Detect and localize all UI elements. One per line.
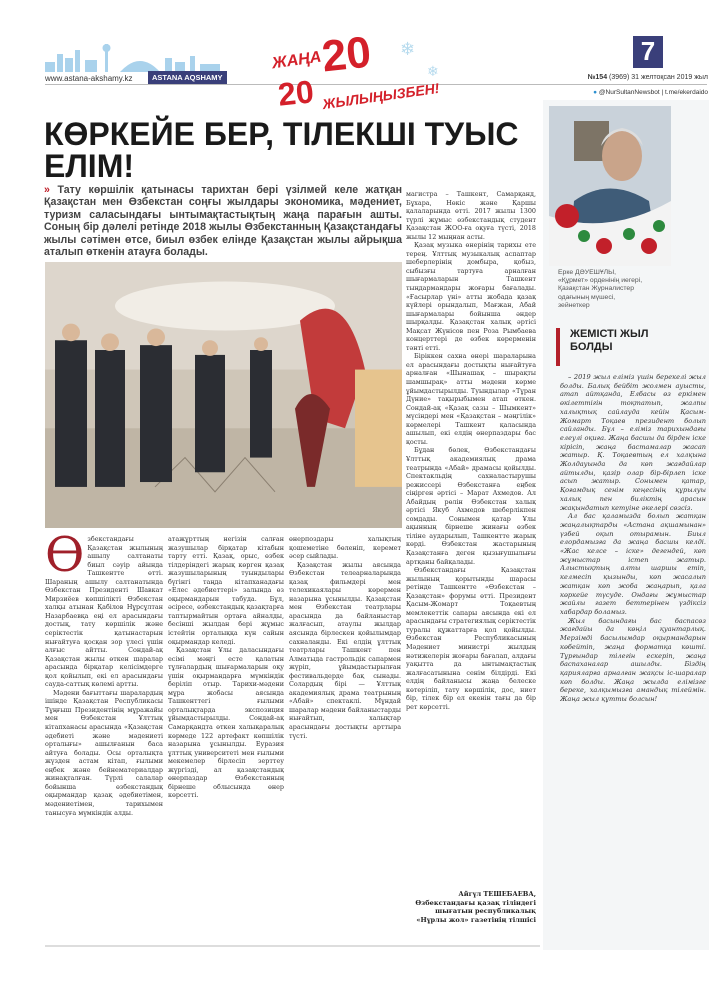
page-header <box>0 0 712 112</box>
paragraph: Қазақстан жылы аясында Өзбекстан телеарналарында қазақ фильмдері мен телехикаялары көрермен назарына ұсынылды. Қазақстан мен Өзбекстан театрлары арасында да байланыстар жалғасып, атаулы жылдар аясында бірлескен қойылымдар сахналанды. Екі елдің ұлттық театрлары Ташкент пен Алматыда гастрольдік сапармен жүріп, ұйымдастырылған фестивальдерде бақ сынады. Солардың бірі — Ұлттық академиялық драма театрының «Абай» спектаклі. Мұндай шаралар мәдени байланыстарды нығайтып, халықтар арасындағы достықты арттыра түсті. <box>289 560 401 740</box>
sidebar-heading <box>570 328 648 354</box>
author-role: Өзбекстандағы қазақ тіліндегі <box>415 898 536 907</box>
social-links[interactable] <box>530 89 708 96</box>
sidebar-heading-line: ЖЕМІСТІ ЖЫЛ <box>570 328 649 340</box>
paragraph: Қазақстан Ұлы даласындағы есімі мәңгі есте қалатын тұлғалардың шығармаларын оқу үшін оқырмандарға мүмкіндік беріліп отыр. Тарихи-мәдени мұра жобасы аясында Ташкенттегі ғылыми орталықтарда экспозиция ұйымдастырылды. Сондай-ақ Самарқандта өткен халықаралық көрмеде 122 артефакт көпшілік назарына ұсынылды. Еуразия ұлттық университеті мен ғылыми мекемелер бірлесіп зерттеу жүргізді, ал қазақстандық өнерпаздар Өзбекстанның бірнеше облысында өнер көрсетті. <box>168 646 284 800</box>
paragraph: атажұрттың негізін салған жазушылар бірқатар кітабын тарту етті. Қазақ, орыс, өзбек тілдеріндегі жарық көрген қазақ жазушыларының туындылары бүгінгі таңда кітапханадағы «Елес әдебиеттері» залында өз оқырмандарын табуда. Бұл, әсіресе, өзбекстандық қазақтарға таптырмайтын ортаға айналды, бесінші жылдан бері жұмыс істейтін орталыққа күн сайын оқырмандар келеді. <box>168 535 284 646</box>
caption-name: Ерке ДӘУЕШҰЛЫ, <box>558 269 616 276</box>
paragraph: збекстандағы Қазақстан жылының ашылу салтанаты биыл сәуір айында Ташкентте өтті. Шараның ашылу салтанатында Өзбекстан Президенті Шавкат Мирзиёев көпшілікті Өзбекстан халқы атынан Қабілов Нұрсұлтан Назарбаевқа еңі ел арасындағы достық, тату көршілік және серіктестік қатынастарын нығайтуға қосқан зор үлесі үшін алғыс айтты. Сондай-ақ Қазақстан жылы өткен шаралар арасында бірқатар келісімдерге қол қойылып, екі ел арасындағы сауда-саттық көлемі артты. <box>45 535 163 689</box>
author-role: шығатын республикалық <box>435 907 536 915</box>
paragraph: Біріккен сахна өнері шараларына ел арасындағы достықты нығайтуға арналған «Шынашақ – шырақты шамшырақ» атты мәдени көрме ұйымдастырылды. Туындылар «Тұран Дүние» тақырыбымен атап өткен. Сондай-ақ «Қазақ сазы – Шымкент» мүсіндері мен «Қазақстан – мәңгілік» көрмелері Ташкент қаласында ашылып, екі елдің өнерпаздары бас қосты. <box>406 352 536 446</box>
drop-cap: Ө <box>45 535 85 583</box>
snowflake-icon: ❄ <box>400 39 416 60</box>
sidebar-text <box>560 373 706 933</box>
author-name: Айгүл ТЕШЕБАЕВА, <box>458 890 536 898</box>
social-handle[interactable]: @NurSultanNewsbot | t.me/ekerdaido <box>598 89 708 96</box>
article-photo <box>45 262 402 528</box>
lede-text: Тату көршілік қатынасы тарихтан бері үзілмей келе жатқан Қазақстан мен Өзбекстан соңғы жылдары экономика, мәдениет, туризм саласындағы ынтымақтастықтың жаңа парағын ашты. Соның бір дәлелі ретінде 2018 жылы Өзбекстанның Қазақстандағы жылы сәтімен өтсе, биыл өзбек елінде Қазақстан жылы айрықша аталып өткенін атауға болады. <box>44 184 402 259</box>
paragraph: Өзбекстандағы Қазақстан жылының қорытынды шарасы ретінде Ташкентте «Өзбекстан – Қазақстан» форумы өтті. Президент Қасым-Жомарт Тоқаевтың мемлекеттік сапары аясында екі ел арасындағы стратегиялық серіктестік туралы құжаттарға қол қойылды. Өзбекстан Республикасының Мәдениет министрі жылдың нәтижелерін жоғары бағалап, алдағы уақытта да ынтымақтастық жалғасатынына сенім білдірді. Екі елдің байланысы жаңа белеске көтеріліп, тату көршілік, дос, ниет бір, тілек бір ел екенін тағы да бір рет көрсетті. <box>406 566 536 711</box>
author-signature <box>406 890 536 924</box>
bottom-divider <box>45 945 540 947</box>
paragraph: Қазақ музыка өнерінің тарихы ете терең. Ұлттық музыкалық аспаптар шеберлерінің домбыра, қобыз, сыбызғы тартуға арналған шығармаларын Ташкент тыңдармандары жоғары бағалады. «Ғасырлар үні» атты жобада қазақ күйлері орындалып, Мағжан, Абай шығармалары бойынша әндер шырқалды. Қазақстан халық әртісі Мақсат Жүнісов пен Роза Рымбаева концерттері де өзбек көрерменін тәнті етті. <box>406 241 536 352</box>
paragraph: өнерпоздары халықтың қошеметіне бөленіп, керемет әсер сыйлады. <box>289 535 401 561</box>
promo-text-2: ЖЫЛЫҢЫЗБЕН! <box>321 79 441 113</box>
city-skyline-graphic <box>45 42 225 72</box>
caption-line: «Құрмет» орденінің иегері, <box>558 277 643 285</box>
heading-accent-bar <box>556 328 560 366</box>
caption-line: Қазақстан Журналистер <box>558 285 634 293</box>
lede-marker-icon: » <box>44 184 50 196</box>
site-url-link[interactable]: www.astana-akshamy.kz <box>45 74 133 83</box>
portrait-caption <box>558 269 703 310</box>
promo-text: ЖАҢА <box>270 48 323 73</box>
paragraph: Мәдени бағыттағы шаралардың ішінде Қазақстан Республикасы Тұңғыш Президентінің мұражайы мен Өзбекстан Ұлттық кітапханасы арасында «Қазақстан әдебиеті және мәдениеті орталығы» ашылғанын баса айтуға болады. Осы орталықта жүзден астам кітап, ғылыми еңбек және бейнематериалдар жинақталған. Түрлі салалар бойынша өзбекстандық оқырмандар қазақ әдебиетімен, мәдениетімен, тарихымен танысуға мүмкіндік алды. <box>45 688 163 817</box>
portrait-photo <box>549 106 671 266</box>
page-number: 7 <box>633 36 663 68</box>
sidebar-heading-line: БОЛДЫ <box>570 341 613 353</box>
brand-badge: ASTANA AQSHAMY <box>148 71 227 84</box>
paragraph: Ал бас қаламызда болып жатқан жаңалықтарды «Астана ақшамынан» үзбей оқып отырамын. Биыл елордамызға да жаңа басшы келді. «Жас келсе – іске» дегендей, көп жұмыстар істеп жатыр. Алыстықтың алты шаршы етіп, келмесіп қызынды, көп жасалып жатқан көп жоба жаңарып, қала көркейе түсуде. Ондағы жұмыстар жайлы газет беттерінен үздіксіз хабардар боламыз. <box>560 512 706 616</box>
issue-date: (3969) 31 желтоқсан 2019 жыл <box>609 74 708 81</box>
paragraph: – 2019 жыл еліміз үшін берекелі жыл болды. Балық бейбіт жолмен ауысты, атап айтқанда, Елбасы өз еркімен өкілеттігін тоқтатып, жалпы халықтық сайлауда кейін Қасым-Жомарт Тоқаев президент болып сайланды. Бұл – еліміз тарихындағы елеулі оқиға. Жаңа басшы да бірден іске кірісіп, жаңа бастамалар жасап жатыр. Қ. Тоқаевтың ел халқына Жолдауында да көп жағдайлар айтылды, қазір олар бір-бірлеп іске асып жатыр. Сонымен қатар, Қоғамдық сенім кеңесінің құрылуы халық пен биліктің арасын жақындатып кетуіне әкелері сөзсіз. <box>560 373 706 512</box>
article-column-2 <box>168 535 284 880</box>
location-pin-icon: ● <box>593 89 598 96</box>
article-lede <box>44 184 402 258</box>
paragraph: Бұдан бөлек, Өзбекстандағы Ұлттық академиялық драма театрында «Абай» драмасы қойылды. Спектакльдің сахналастырушы режиссері Өзбекстанға еңбек сіңірген әртісі – Марат Ахмедов. Ал Абайдың рөлін Өзбекстан халық әртісі Якуб Ахмедов шеберлікпен сомдады. Сонымен қатар Ұлы ақынның бірнеше жинағы өзбек тіліне аударылып, Ташкентте жарық көрді. Өзбекстан жастарының Қазақстанға деген қызығушылығы артқаны байқалады. <box>406 446 536 566</box>
article-title: КӨРКЕЙЕ БЕР, ТІЛЕКШІ ТУЫС ЕЛІМ! <box>44 116 519 184</box>
issue-info <box>530 74 708 81</box>
caption-line: зейнеткер <box>558 301 590 309</box>
new-year-promo <box>270 27 452 113</box>
paragraph: Жыл басындағы бас баспасөз жағдайы да көңіл қуантарлық. Мерзімді басылымдар оқырмандарын көбейтіп, жаңа форматқа көшті. Тұрғындар тілегін ескеріп, жаңа баспаханалар ашылды. Біздің қарияларға арналған жақсы іс-шаралар көп болды. Жаңа жылда елімізге береке, халқымызға амандық тілеймін. Жаңа жыл құтты болсын! <box>560 616 706 704</box>
author-role: «Нұрлы жол» газетінің тілшісі <box>416 915 536 924</box>
issue-number: №154 <box>587 74 608 81</box>
caption-line: одағының мүшесі, <box>558 293 616 301</box>
article-column-4 <box>406 190 536 860</box>
paragraph: магистра – Ташкент, Самарқанд, Бұхара, Нөкіс және Қаршы қалаларында өтті. 2017 жылы 1300 түрлі жұмыс өзбекстандық студент Қазақстан ЖОО-ға оқуға түсті, 2018 жылы 12 мыңнан асты. <box>406 190 536 241</box>
promo-year-top: 20 <box>319 27 374 82</box>
article-column-1 <box>45 535 163 880</box>
snowflake-icon: ❄ <box>427 64 439 80</box>
article-column-3 <box>289 535 401 880</box>
promo-year-bottom: 20 <box>276 73 316 113</box>
